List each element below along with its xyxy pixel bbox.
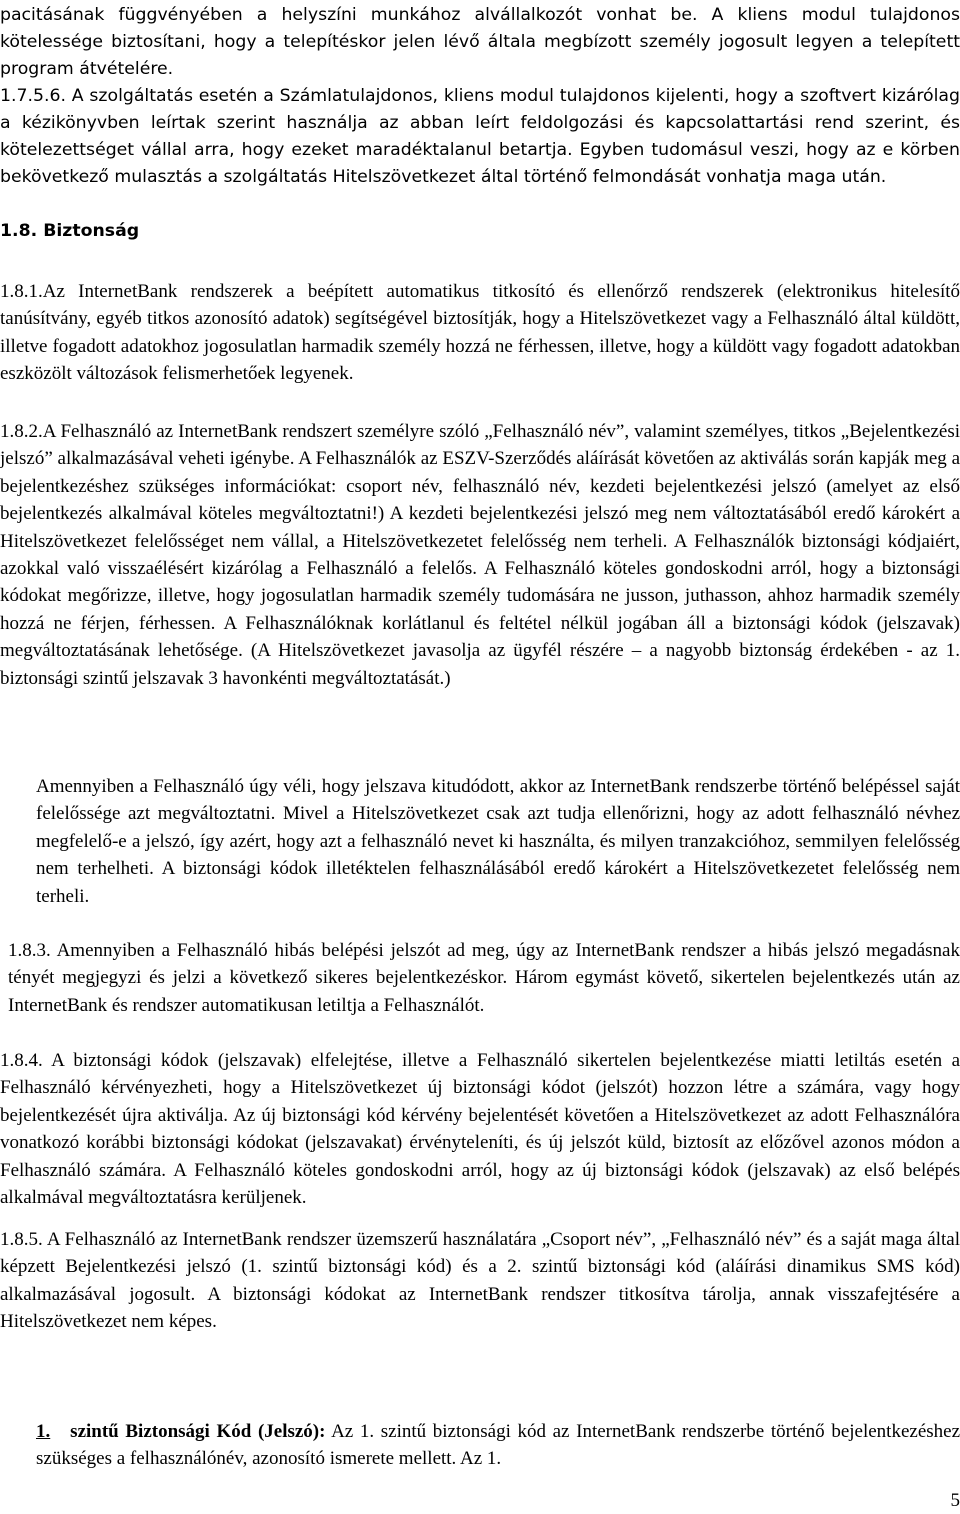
paragraph-1-8-1: 1.8.1.Az InternetBank rendszerek a beépített automatikus titkosító és ellenőrző rendszerek (elektronikus hitelesítő tanúsítvány, egyéb titkos azonosító adatok) segítségével biztosítják, hogy a Hitelszövetkezet vagy a Felhasználó által küldött, illetve fogadott adatokhoz jogosulatlan harmadik személy hozzá ne férhessen, illetve, hogy a küldött vagy fogadott adatokban eszközölt változások felismerhetőek legyenek. (0, 281, 960, 385)
paragraph-1-8-2: 1.8.2.A Felhasználó az InternetBank rendszert személyre szóló „Felhasználó név”, valamint személyes, titkos „Bejelentkezési jelszó” alkalmazásával veheti igénybe. A Felhasználók az ESZV-Szerződés aláírását követően az aktiválás során kapják meg a bejelentkezéshez szükséges információkat: csoport név, felhasználó név, kezdeti bejelentkezési jelszó (amelyet az első bejelentkezés alkalmával köteles megváltoztatni!) A kezdeti bejelentkezési jelszó meg nem változtatásából eredő károkért a Hitelszövetkezet felelősséget nem vállal, a Hitelszövetkezetet felelősség nem terheli. A Felhasználók biztonsági kódjaiért, azokkal való visszaélésért kizárólag a Felhasználó a felelős. A Felhasználó köteles gondoskodni arról, hogy a biztonsági kódokat megőrizze, illetve, hogy jogosulatlan harmadik személy tudomására ne jusson, juthasson, ahhoz harmadik személy hozzá ne férjen, férhessen. A Felhasználóknak korlátlanul és feltétel nélkül jogában áll a biztonsági kódok (jelszavak) megváltoztatásának lehetősége. (A Hitelszövetkezet javasolja az ügyfél részére – a nagyobb biztonság érdekében - az 1. biztonsági szintű jelszavak 3 havonkénti megváltoztatását.) (0, 421, 960, 689)
list-item-text: Az 1. szintű biztonsági kód az InternetBank rendszerbe történő bejelentkezéshez szükséges a felhasználónév, azonosító ismerete mellett. Az 1. (36, 1421, 960, 1470)
paragraph-1-8-3: 1.8.3. Amennyiben a Felhasználó hibás belépési jelszót ad meg, úgy az InternetBank rendszer a hibás jelszó megadásnak tényét megjegyzi és jelzi a következő sikeres bejelentkezéskor. Három egymást követő, sikertelen bejelentkezés után az InternetBank és rendszer automatikusan letiltja a Felhasználót. (8, 940, 960, 1016)
list-item-title: szintű Biztonsági Kód (Jelszó): (70, 1421, 326, 1442)
paragraph-password-change: Amennyiben a Felhasználó úgy véli, hogy jelszava kitudódott, akkor az InternetBank rendszerbe történő belépéssel saját felelőssége azt megváltoztatni. Mivel a Hitelszövetkezet csak azt tudja ellenőrizni, hogy az adott felhasználó névhez megfelelő-e a jelszó, így azért, hogy azt a felhasználó nevet ki használta, és milyen tranzakcióhoz, semmilyen felelősség nem terhelheti. A biztonsági kódok illetéktelen felhasználásából eredő károkért a Hitelszövetkezetet felelősség nem terheli. (36, 776, 960, 907)
page-number: 5 (950, 1490, 960, 1511)
section-heading: 1.8. Biztonság (0, 221, 140, 241)
paragraph-continuation: pacitásának függvényében a helyszíni munkához alvállalkozót vonhat be. A kliens modul tulajdonos kötelessége biztosítani, hogy a telepítéskor jelen lévő általa megbízott személy jogosult legyen a telepített program átvételére. (0, 5, 960, 79)
list-item-level-1 (0, 1418, 960, 1473)
paragraph-1-8-5: 1.8.5. A Felhasználó az InternetBank rendszer üzemszerű használatára „Csoport név”, „Felhasználó név” és a saját maga által képzett Bejelentkezési jelszó (1. szintű biztonsági kód) és a 2. szintű biztonsági kód (aláírási dinamikus SMS kód) alkalmazásával jogosult. A biztonsági kódokat az InternetBank rendszer titkosítva tárolja, annak visszafejtésére a Hitelszövetkezet nem képes. (0, 1229, 960, 1333)
paragraph-1-8-4: 1.8.4. A biztonsági kódok (jelszavak) elfelejtése, illetve a Felhasználó sikertelen bejelentkezése miatti letiltás esetén a Felhasználó kérvényezheti, hogy a Hitelszövetkezet új biztonsági kódot (jelszót) hozzon létre a számára, vagy hogy bejelentkezését újra aktiválja. Az új biztonsági kód kérvény bejelentését követően a Hitelszövetkezet az adott Felhasználóra vonatkozó korábbi biztonsági kódokat (jelszavakat) érvényteleníti, és új jelszót küld, biztosít az előzővel azonos módon a Felhasználó számára. A Felhasználó köteles gondoskodni arról, hogy az új biztonsági kódok (jelszavak) az első belépés alkalmával megváltoztatásra kerüljenek. (0, 1050, 960, 1209)
paragraph-1-7-5-6: 1.7.5.6. A szolgáltatás esetén a Számlatulajdonos, kliens modul tulajdonos kijelenti, hogy a szoftvert kizárólag a kézikönyvben leírtak szerint használja az abban leírt feldolgozási és kapcsolattartási rend szerint, és kötelezettséget vállal arra, hogy ezeket maradéktalanul betartja. Egyben tudomásul veszi, hogy az e körben bekövetkező mulasztás a szolgáltatás Hitelszövetkezet által történő felmondását vonhatja maga után. (0, 86, 960, 187)
list-item-number: 1. (36, 1421, 51, 1442)
